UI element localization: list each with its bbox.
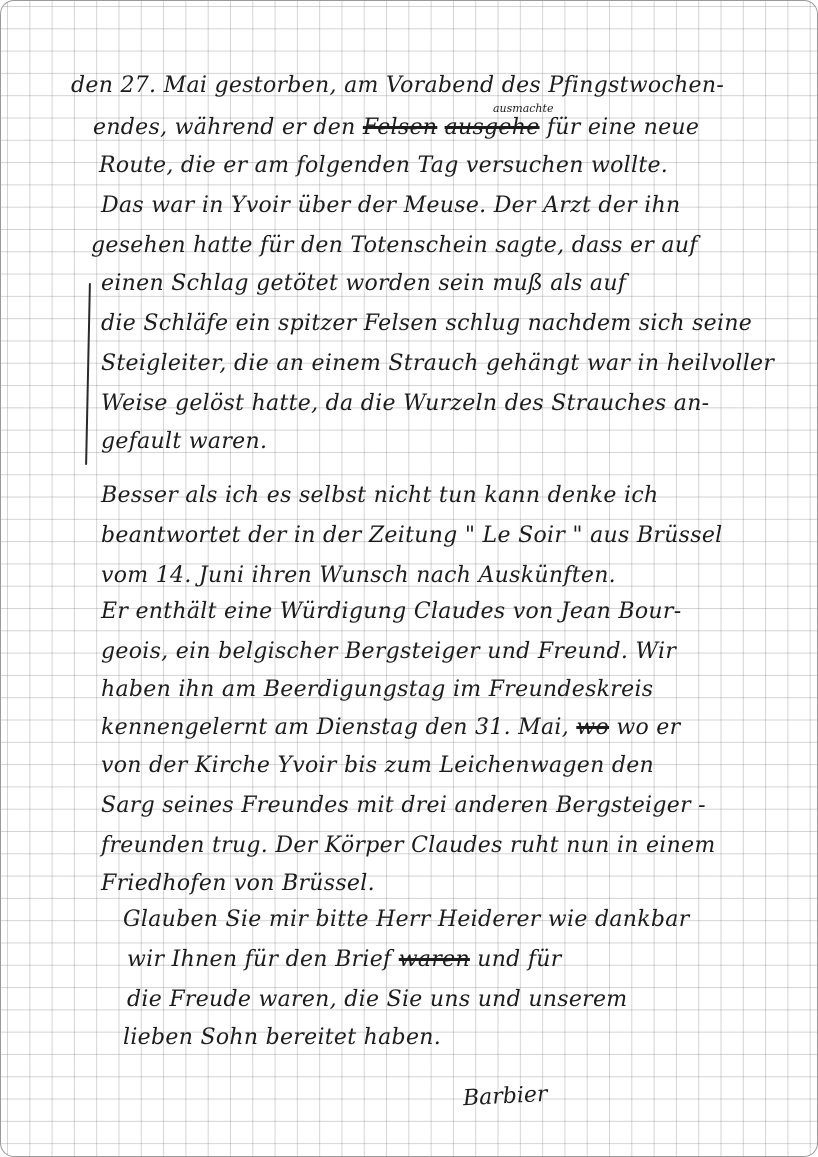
letter-line: beantwortet der in der Zeitung " Le Soir " aus Brüssel [101,523,723,548]
strikethrough-word: Felsen [362,115,438,140]
letter-text: wo er [616,715,681,740]
letter-line: den 27. Mai gestorben, am Vorabend des Pfingstwochen- [71,73,725,98]
strikethrough-word: ausgehe [444,115,540,140]
letter-line: Route, die er am folgenden Tag versuchen wollte. [99,153,669,178]
letter-insertion: ausmachte [493,102,554,115]
letter-line: freunden trug. Der Körper Claudes ruht nun in einem [101,833,716,858]
letter-line: Glauben Sie mir bitte Herr Heiderer wie dankbar [123,907,690,932]
letter-line [93,115,699,140]
letter-line: Besser als ich es selbst nicht tun kann denke ich [101,483,659,508]
letter-text: für eine neue [546,115,700,140]
letter-text: endes, während er den [93,115,356,140]
letter-line: lieben Sohn bereitet haben. [123,1025,442,1050]
letter-line: Er enthält eine Würdigung Claudes von Jean Bour- [101,599,682,624]
letter-line: geois, ein belgischer Bergsteiger und Freund. Wir [101,639,677,664]
strikethrough-word: waren [398,947,470,972]
letter-line: Das war in Yvoir über der Meuse. Der Arzt der ihn [101,193,681,218]
letter-line: einen Schlag getötet worden sein muß als auf [101,271,627,296]
margin-bracket-line [85,283,91,465]
letter-text: und für [477,947,562,972]
letter-line: Friedhofen von Brüssel. [101,871,375,896]
letter-line: Steigleiter, die an einem Strauch gehängt war in heilvoller [101,351,775,376]
letter-line: haben ihn am Beerdigungstag im Freundeskreis [101,677,654,702]
letter-line: die Freude waren, die Sie uns und unserem [127,987,628,1012]
letter-line [127,947,562,972]
letter-line: gesehen hatte für den Totenschein sagte, dass er auf [91,233,698,258]
strikethrough-word: wo [576,715,610,740]
letter-line: Sarg seines Freundes mit drei anderen Bergsteiger - [101,793,706,818]
signature: Barbier [462,1081,549,1112]
letter-line [101,715,680,740]
letter-text: wir Ihnen für den Brief [127,947,392,972]
letter-line: Weise gelöst hatte, da die Wurzeln des Strauches an- [101,391,710,416]
letter-text: kennengelernt am Dienstag den 31. Mai, [101,715,570,740]
letter-line: gefault waren. [101,429,268,454]
letter-line: die Schläfe ein spitzer Felsen schlug nachdem sich seine [101,311,753,336]
letter-line: von der Kirche Yvoir bis zum Leichenwagen den [101,753,655,778]
letter-line: vom 14. Juni ihren Wunsch nach Auskünften. [101,563,616,588]
